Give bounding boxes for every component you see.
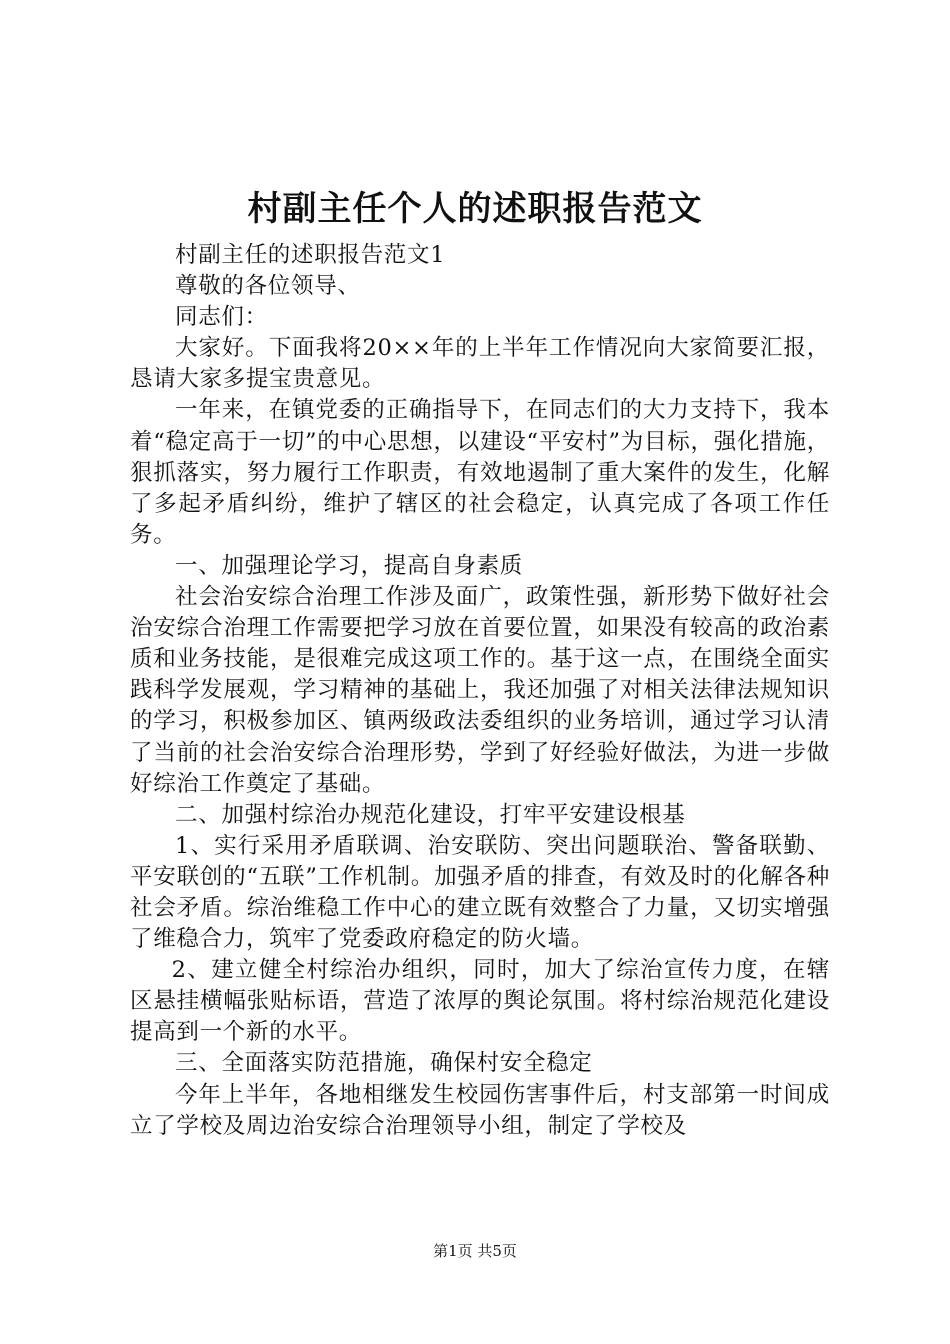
paragraph-summary: 一年来，在镇党委的正确指导下，在同志们的大力支持下，我本着“稳定高于一切”的中心思想，以建设“平安村”为目标，强化措施，狠抓落实，努力履行工作职责，有效地遏制了重大案件的发生，化解了多起矛盾纠纷，维护了辖区的社会稳定，认真完成了各项工作任务。 [130, 397, 830, 548]
paragraph-section-3: 今年上半年，各地相继发生校园伤害事件后，村支部第一时间成立了学校及周边治安综合治理领导小组，制定了学校及 [130, 1081, 830, 1139]
page-footer: 第1页 共5页 [433, 1242, 517, 1260]
document-title: 村副主任个人的述职报告范文 [247, 189, 703, 229]
paragraph-subtitle: 村副主任的述职报告范文1 [175, 242, 446, 268]
paragraph-item-1: 1、实行采用矛盾联调、治安联防、突出问题联治、警备联勤、平安联创的“五联”工作机制。加强矛盾的排查，有效及时的化解各种社会矛盾。综治维稳工作中心的建立既有效整合了力量，又切实增强了维稳合力，筑牢了党委政府稳定的防火墙。 [130, 832, 830, 953]
section-heading-1: 一、加强理论学习，提高自身素质 [175, 552, 524, 579]
paragraph-greeting: 大家好。下面我将20××年的上半年工作情况向大家简要汇报，恳请大家多提宝贵意见。 [130, 335, 830, 393]
paragraph-item-2: 2、建立健全村综治办组织，同时，加大了综治宣传力度，在辖区悬挂横幅张贴标语，营造了浓厚的舆论氛围。将村综治规范化建设提高到一个新的水平。 [130, 957, 830, 1046]
paragraph-salutation: 尊敬的各位领导、 [175, 273, 361, 300]
document-body [130, 240, 830, 1142]
paragraph-section-1: 社会治安综合治理工作涉及面广，政策性强，新形势下做好社会治安综合治理工作需要把学习放在首要位置，如果没有较高的政治素质和业务技能，是很难完成这项工作的。基于这一点，在围绕全面实践科学发展观，学习精神的基础上，我还加强了对相关法律法规知识的学习，积极参加区、镇两级政法委组织的业务培训，通过学习认清了当前的社会治安综合治理形势，学到了好经验好做法，为进一步做好综治工作奠定了基础。 [130, 584, 830, 797]
section-heading-2: 二、加强村综治办规范化建设，打牢平安建设根基 [175, 801, 686, 828]
section-heading-3: 三、全面落实防范措施，确保村安全稳定 [175, 1050, 593, 1077]
paragraph-salutation-2: 同志们： [175, 304, 268, 331]
